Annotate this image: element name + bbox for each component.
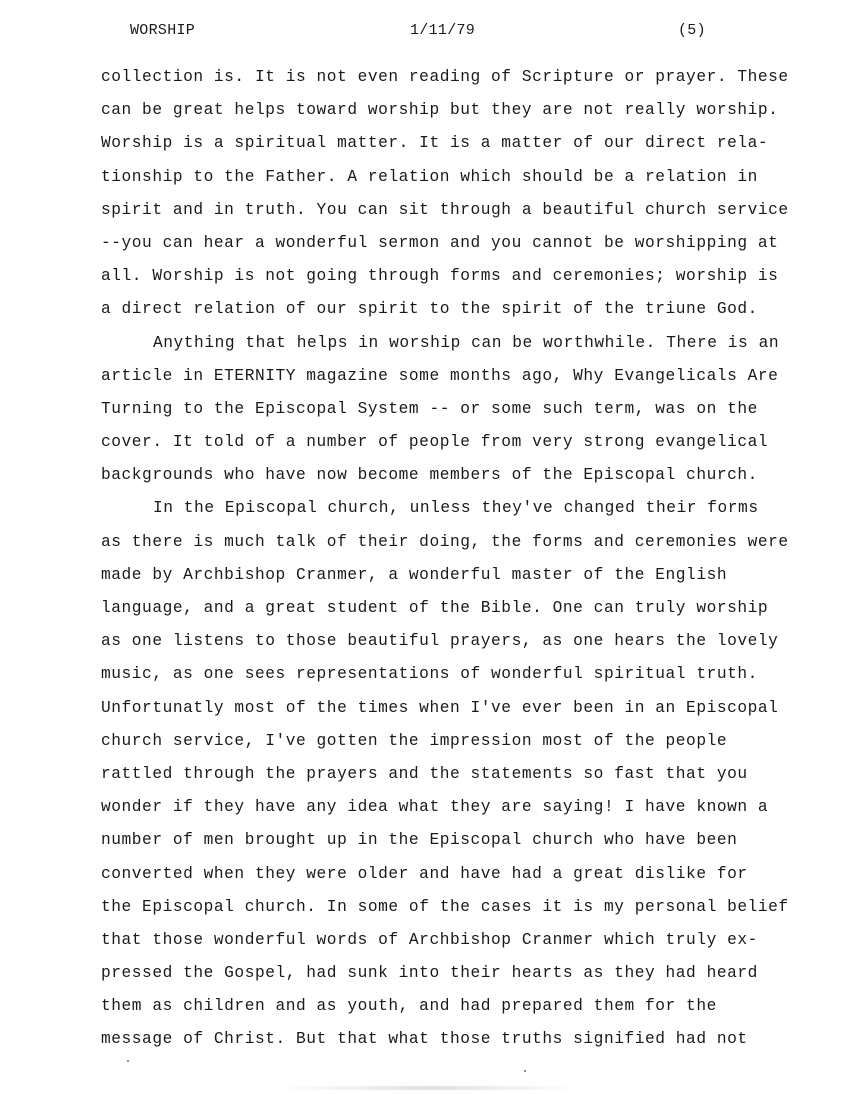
text-line: Worship is a spiritual matter. It is a matter of our direct rela- [101, 134, 769, 153]
text-line: church service, I've gotten the impression most of the people [101, 731, 728, 750]
paragraph-first-line: In the Episcopal church, unless they've changed their forms [153, 499, 759, 518]
document-body [101, 61, 801, 1057]
text-line: converted when they were older and have had a great dislike for [101, 864, 748, 883]
text-line: as there is much talk of their doing, the forms and ceremonies were [101, 532, 789, 551]
header-title: WORSHIP [130, 22, 196, 39]
text-line: backgrounds who have now become members of the Episcopal church. [101, 466, 758, 485]
scan-speck [524, 1070, 526, 1072]
text-line: Unfortunatly most of the times when I've ever been in an Episcopal [101, 698, 779, 717]
text-line: message of Christ. But that what those truths signified had not [101, 1030, 748, 1049]
text-line: wonder if they have any idea what they are saying! I have known a [101, 798, 769, 817]
text-line: can be great helps toward worship but they are not really worship. [101, 101, 779, 120]
text-line: spirit and in truth. You can sit through a beautiful church service [101, 200, 789, 219]
text-line: made by Archbishop Cranmer, a wonderful master of the English [101, 565, 728, 584]
text-line: a direct relation of our spirit to the spirit of the triune God. [101, 300, 758, 319]
page-header [0, 22, 856, 42]
text-line: --you can hear a wonderful sermon and you cannot be worshipping at [101, 233, 779, 252]
header-page-number: (5) [678, 22, 706, 39]
text-line: the Episcopal church. In some of the cases it is my personal belief [101, 897, 789, 916]
text-line: language, and a great student of the Bible. One can truly worship [101, 599, 769, 617]
scan-artifact [280, 1086, 580, 1090]
text-line: that those wonderful words of Archbishop Cranmer which truly ex- [101, 930, 758, 949]
text-line: cover. It told of a number of people from very strong evangelical [101, 433, 769, 452]
text-line: as one listens to those beautiful prayers, as one hears the lovely [101, 632, 779, 651]
text-line: number of men brought up in the Episcopal church who have been [101, 831, 738, 850]
text-line: all. Worship is not going through forms and ceremonies; worship is [101, 267, 779, 286]
header-date: 1/11/79 [410, 22, 476, 39]
text-line: music, as one sees representations of wonderful spiritual truth. [101, 665, 758, 684]
scan-speck [127, 1060, 129, 1062]
text-line: them as children and as youth, and had prepared them for the [101, 997, 717, 1016]
text-line: Turning to the Episcopal System -- or some such term, was on the [101, 399, 758, 418]
text-line: rattled through the prayers and the statements so fast that you [101, 764, 748, 783]
text-line: pressed the Gospel, had sunk into their hearts as they had heard [101, 964, 758, 983]
text-line: collection is. It is not even reading of Scripture or prayer. These [101, 68, 789, 86]
paragraph-first-line: Anything that helps in worship can be worthwhile. There is an [153, 333, 780, 352]
text-line: article in ETERNITY magazine some months ago, Why Evangelicals Are [101, 366, 779, 385]
text-line: tionship to the Father. A relation which should be a relation in [101, 167, 758, 186]
